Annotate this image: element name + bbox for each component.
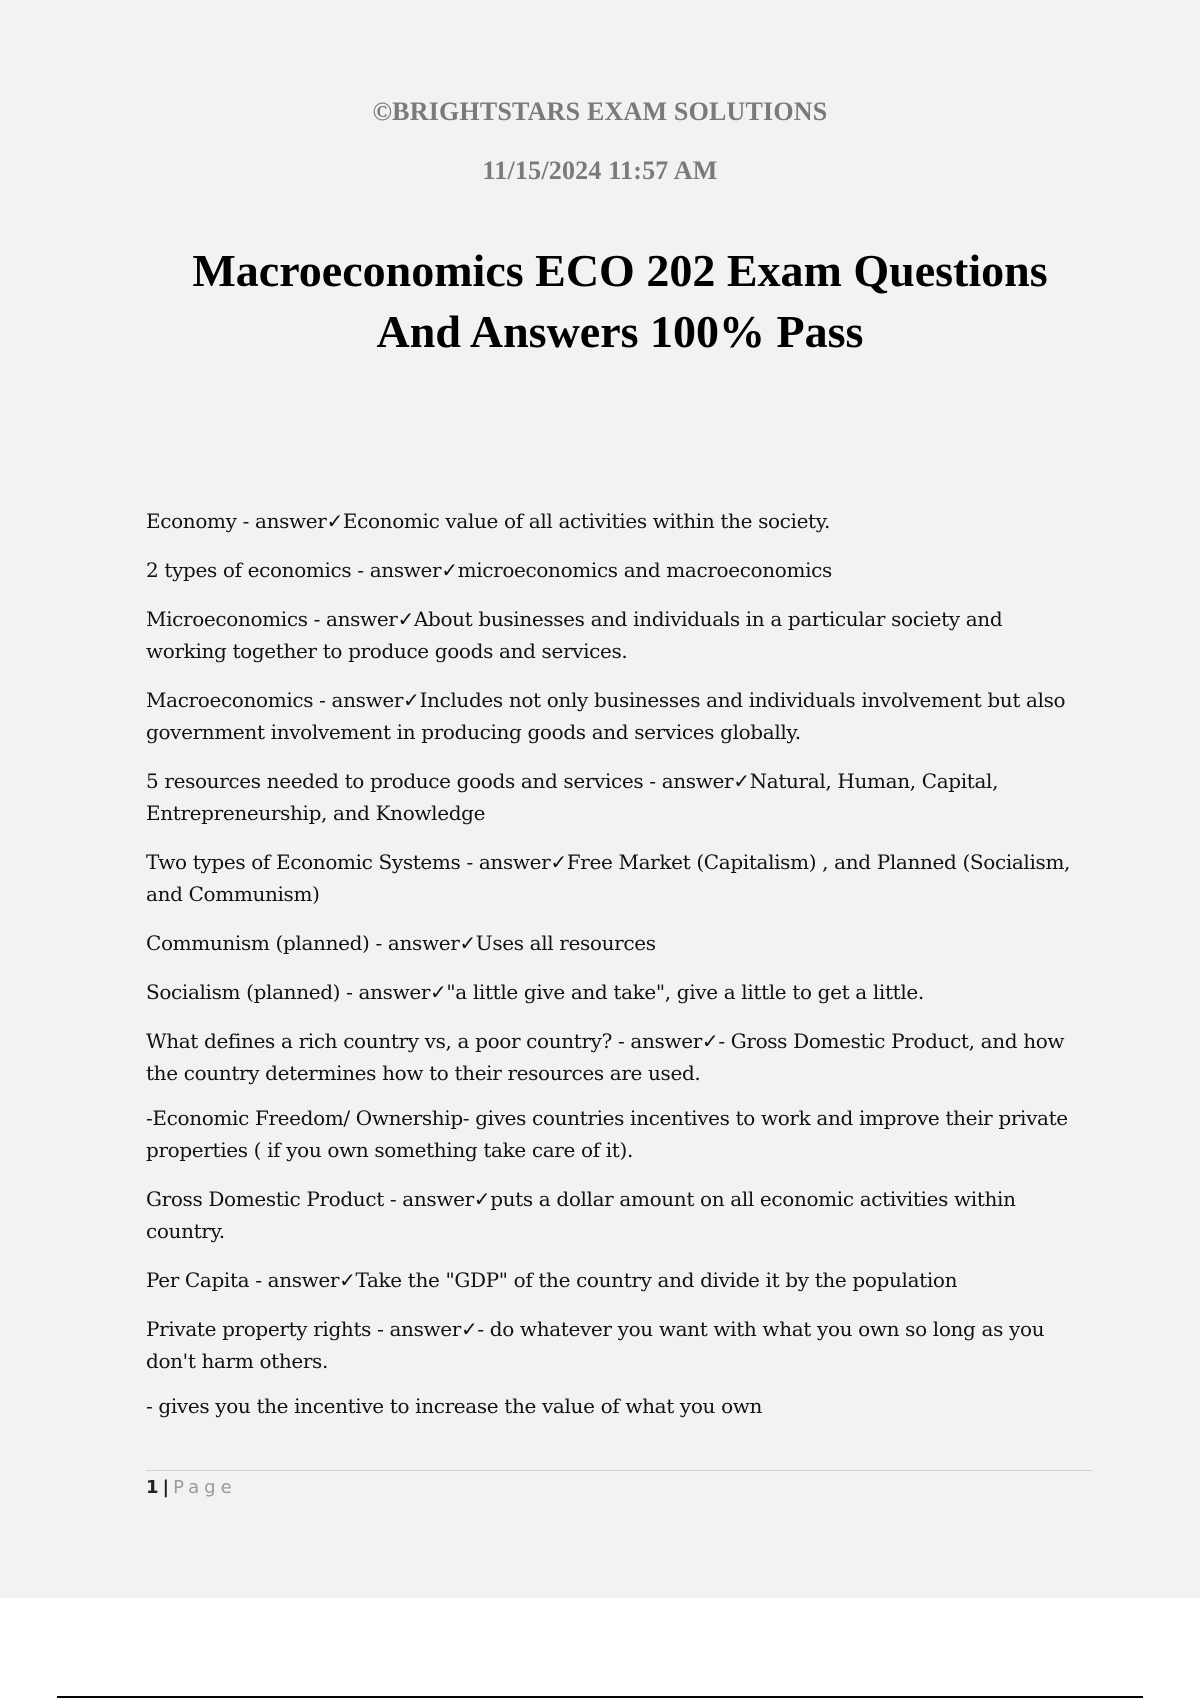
paragraph-rich-vs-poor: What defines a rich country vs, a poor country? - answer✓- Gross Domestic Product, and how the country determines how to their resources are used.: [146, 1029, 1065, 1085]
paragraph-socialism: Socialism (planned) - answer✓"a little give and take", give a little to get a little.: [146, 980, 924, 1004]
paragraph-gdp: Gross Domestic Product - answer✓puts a dollar amount on all economic activities within country.: [146, 1187, 1016, 1243]
paragraph-economy: Economy - answer✓Economic value of all activities within the society.: [146, 509, 831, 533]
title-line-2: And Answers 100% Pass: [376, 306, 864, 357]
page-number: 1: [146, 1477, 159, 1498]
header-company: ©BRIGHTSTARS EXAM SOLUTIONS: [372, 97, 828, 126]
paragraph-five-resources: 5 resources needed to produce goods and services - answer✓Natural, Human, Capital, Entrepreneurship, and Knowledge: [146, 769, 999, 825]
paragraph-macroeconomics: Macroeconomics - answer✓Includes not only businesses and individuals involvement but also government involvement in producing goods and services globally.: [146, 688, 1066, 744]
paragraph-per-capita: Per Capita - answer✓Take the "GDP" of the country and divide it by the population: [146, 1268, 958, 1292]
paragraph-incentive: - gives you the incentive to increase the value of what you own: [146, 1394, 763, 1418]
page-label: Page: [173, 1477, 237, 1498]
paragraph-microeconomics: Microeconomics - answer✓About businesses and individuals in a particular society and working together to produce goods and services.: [146, 607, 1003, 663]
paragraph-property-rights: Private property rights - answer✓- do whatever you want with what you own so long as you don't harm others.: [146, 1317, 1045, 1373]
header-datetime: 11/15/2024 11:57 AM: [482, 156, 718, 185]
paragraph-economic-systems: Two types of Economic Systems - answer✓Free Market (Capitalism) , and Planned (Socialism, and Communism): [146, 850, 1071, 906]
document-title: [100, 240, 1140, 362]
next-page-rule: [57, 1696, 1143, 1698]
paragraph-communism: Communism (planned) - answer✓Uses all resources: [146, 931, 656, 955]
document-body: [146, 505, 1086, 1439]
title-line-1: Macroeconomics ECO 202 Exam Questions: [192, 245, 1048, 296]
page-footer: [146, 1470, 1092, 1498]
paragraph-economic-freedom: -Economic Freedom/ Ownership- gives countries incentives to work and improve their private properties ( if you own something take care of it).: [146, 1106, 1068, 1162]
footer-separator: |: [162, 1477, 170, 1498]
paragraph-types-of-economics: 2 types of economics - answer✓microeconomics and macroeconomics: [146, 558, 832, 582]
